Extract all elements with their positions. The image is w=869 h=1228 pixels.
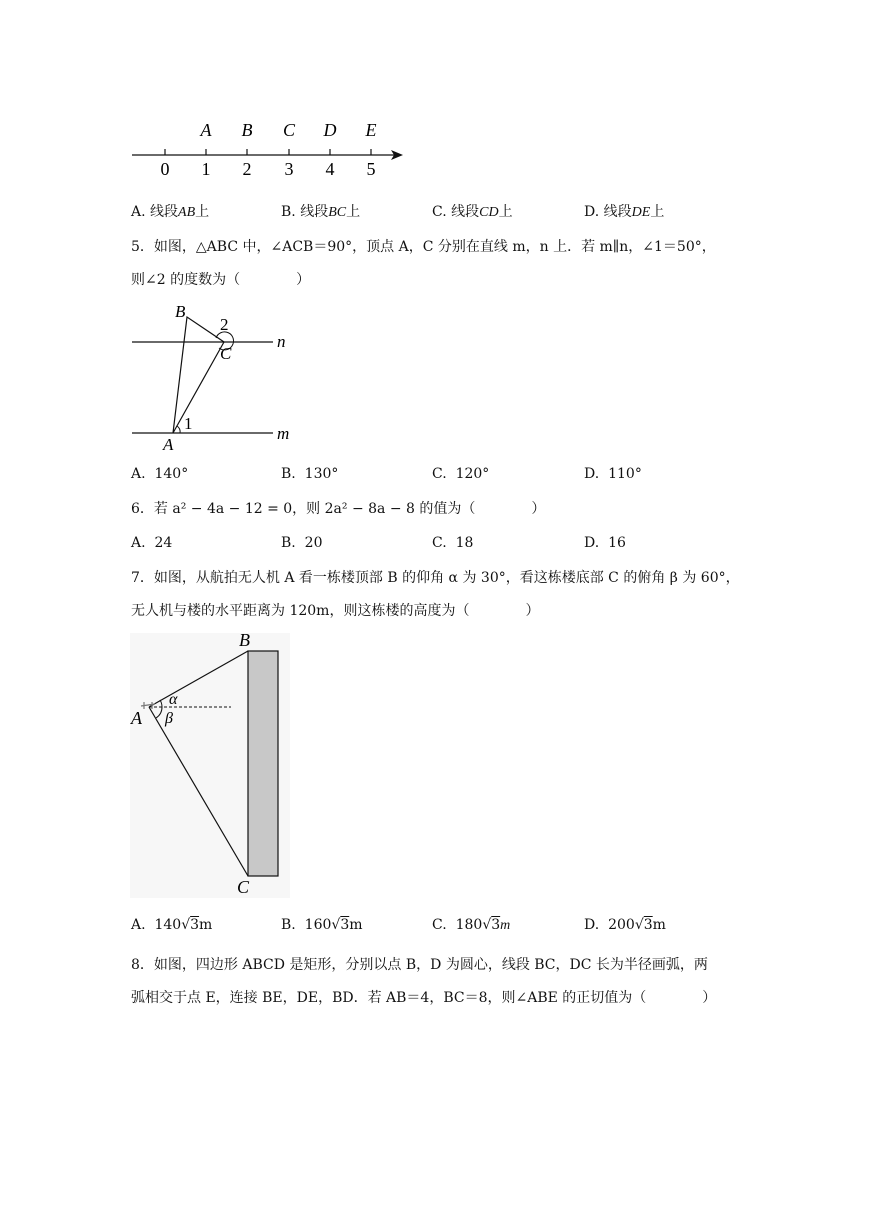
q6-option-d: D. 16 <box>584 535 626 551</box>
point-label-a: A <box>200 120 212 140</box>
number-line-ticks <box>165 149 371 155</box>
tick-label-3: 3 <box>284 159 294 179</box>
tick-label-1: 1 <box>201 159 211 179</box>
number-line-figure <box>125 110 415 185</box>
q5-triangle-figure <box>125 298 305 456</box>
angle-1-arc <box>177 426 180 433</box>
q7-option-c: C. 180√3m <box>432 917 511 933</box>
tick-label-4: 4 <box>325 159 335 179</box>
point-c-label: C <box>237 877 250 897</box>
q5-option-d: D. 110° <box>584 466 642 482</box>
vertex-a-label: A <box>163 435 174 454</box>
q7-option-d: D. 200√3m <box>584 917 666 933</box>
q4-option-c: C. 线段CD上 <box>432 204 513 220</box>
q4-option-d: D. 线段DE上 <box>584 204 665 220</box>
line-n-label: n <box>277 332 286 351</box>
vertex-c-label: C <box>220 344 232 363</box>
q6-option-a: A. 24 <box>131 535 173 551</box>
q5-stem-line1: 5．如图，△ABC 中，∠ACB＝90°，顶点 A，C 分别在直线 m，n 上．若 m∥n，∠1＝50°， <box>131 239 716 255</box>
q8-stem-line1: 8．如图，四边形 ABCD 是矩形，分别以点 B，D 为圆心，线段 BC，DC 长为半径画弧，两 <box>131 957 708 973</box>
q5-stem-line2: 则∠2 的度数为（ ） <box>131 272 311 288</box>
point-label-d: D <box>323 120 337 140</box>
q8-stem-line2: 弧相交于点 E，连接 BE，DE，BD．若 AB＝4，BC＝8，则∠ABE 的正切值为（ ） <box>131 990 717 1006</box>
q5-option-c: C. 120° <box>432 466 490 482</box>
q4-option-a: A. 线段AB上 <box>131 204 210 220</box>
building <box>248 651 278 876</box>
q4-option-b: B. 线段BC上 <box>281 204 361 220</box>
angle-1-label: 1 <box>184 414 193 433</box>
triangle-abc <box>173 317 224 433</box>
q6-stem: 6．若 a² − 4a − 12 = 0，则 2a² − 8a − 8 的值为（ ） <box>131 501 546 517</box>
q6-option-c: C. 18 <box>432 535 474 551</box>
point-label-b: B <box>241 120 253 140</box>
point-a-label: A <box>131 708 142 728</box>
point-label-c: C <box>282 120 296 140</box>
tick-label-5: 5 <box>366 159 376 179</box>
angle-2-label: 2 <box>220 315 229 334</box>
tick-label-2: 2 <box>242 159 252 179</box>
q7-stem-line1: 7．如图，从航拍无人机 A 看一栋楼顶部 B 的仰角 α 为 30°，看这栋楼底部 C 的俯角 β 为 60°， <box>131 570 740 586</box>
q5-option-a: A. 140° <box>131 466 189 482</box>
alpha-label: α <box>169 691 178 708</box>
tick-label-0: 0 <box>160 159 170 179</box>
q5-option-b: B. 130° <box>281 466 339 482</box>
vertex-b-label: B <box>175 302 186 321</box>
q6-option-b: B. 20 <box>281 535 323 551</box>
q7-building-figure <box>125 628 295 900</box>
q7-option-a: A. 140√3m <box>131 917 213 933</box>
point-b-label: B <box>239 630 250 650</box>
point-label-e: E <box>365 120 377 140</box>
beta-label: β <box>165 710 173 727</box>
line-m-label: m <box>277 424 290 443</box>
q7-stem-line2: 无人机与楼的水平距离为 120m，则这栋楼的高度为（ ） <box>131 603 540 619</box>
q7-option-b: B. 160√3m <box>281 917 363 933</box>
